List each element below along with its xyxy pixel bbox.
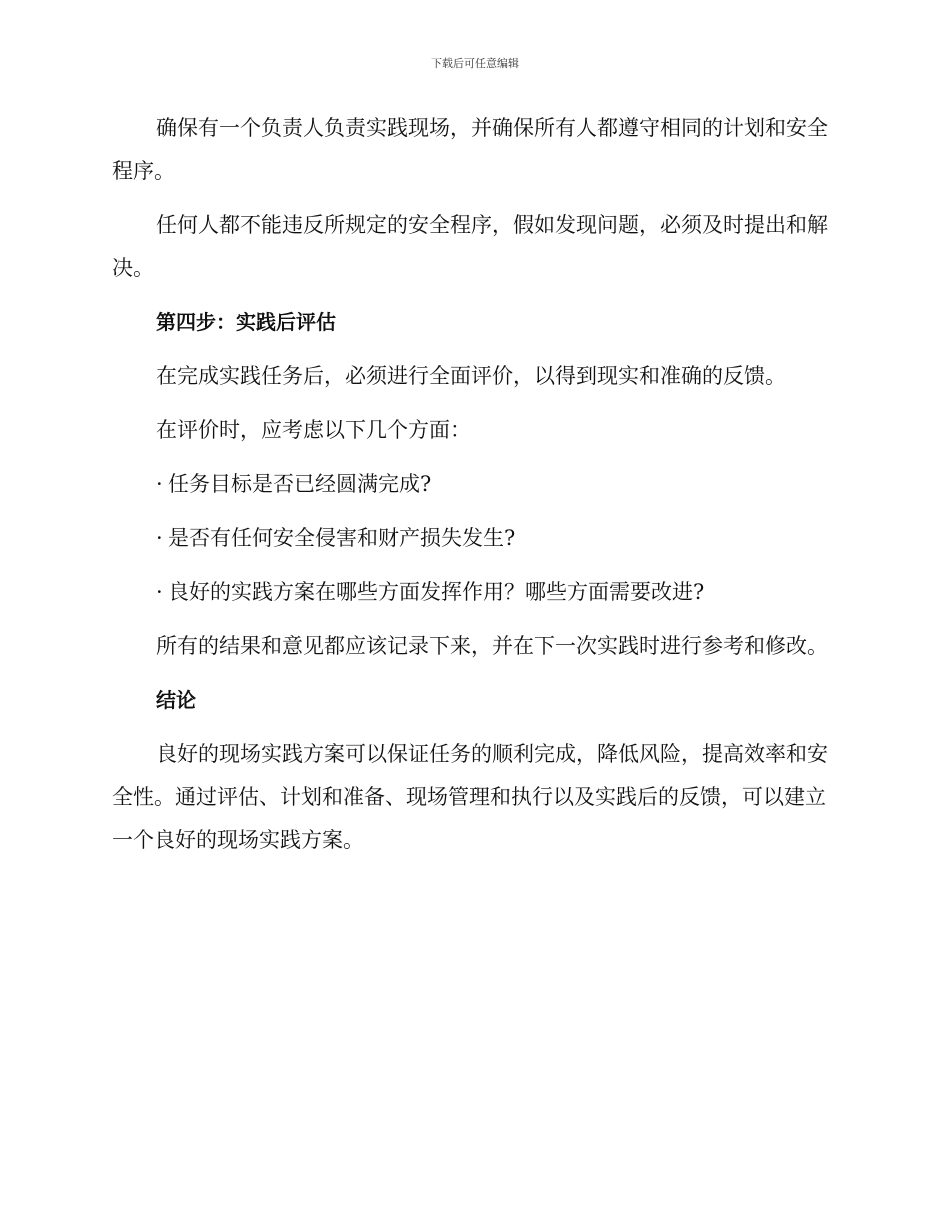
paragraph-safety-rules: 任何人都不能违反所规定的安全程序，假如发现问题，必须及时提出和解决。 xyxy=(112,213,828,280)
paragraph-conclusion: 良好的现场实践方案可以保证任务的顺利完成，降低风险，提高效率和安全性。通过评估、计划和准备、现场管理和执行以及实践后的反馈，可以建立一个良好的现场实践方案。 xyxy=(112,742,828,852)
bullet-item xyxy=(112,571,832,614)
bullet-text: 任务目标是否已经圆满完成? xyxy=(168,472,432,496)
bullet-item xyxy=(112,517,832,560)
bullet-marker: · xyxy=(156,580,163,604)
bullet-text: 是否有任何安全侵害和财产损失发生? xyxy=(168,526,516,550)
bullet-marker: · xyxy=(156,526,163,550)
paragraph-evaluation-aspects: 在评价时，应考虑以下几个方面： xyxy=(156,418,471,442)
paragraph-supervisor: 确保有一个负责人负责实践现场，并确保所有人都遵守相同的计划和安全程序。 xyxy=(112,116,828,183)
paragraph-evaluation: 在完成实践任务后，必须进行全面评价，以得到现实和准确的反馈。 xyxy=(156,364,786,388)
document-body xyxy=(112,107,832,873)
bullet-marker: · xyxy=(156,472,163,496)
paragraph-record-results: 所有的结果和意见都应该记录下来，并在下一次实践时进行参考和修改。 xyxy=(156,634,828,658)
bullet-item xyxy=(112,463,832,506)
page-header: 下载后可任意编辑 xyxy=(431,57,519,70)
heading-conclusion: 结论 xyxy=(156,688,196,712)
bullet-text: 良好的实践方案在哪些方面发挥作用？哪些方面需要改进? xyxy=(168,580,705,604)
heading-step-four: 第四步：实践后评估 xyxy=(156,310,336,334)
